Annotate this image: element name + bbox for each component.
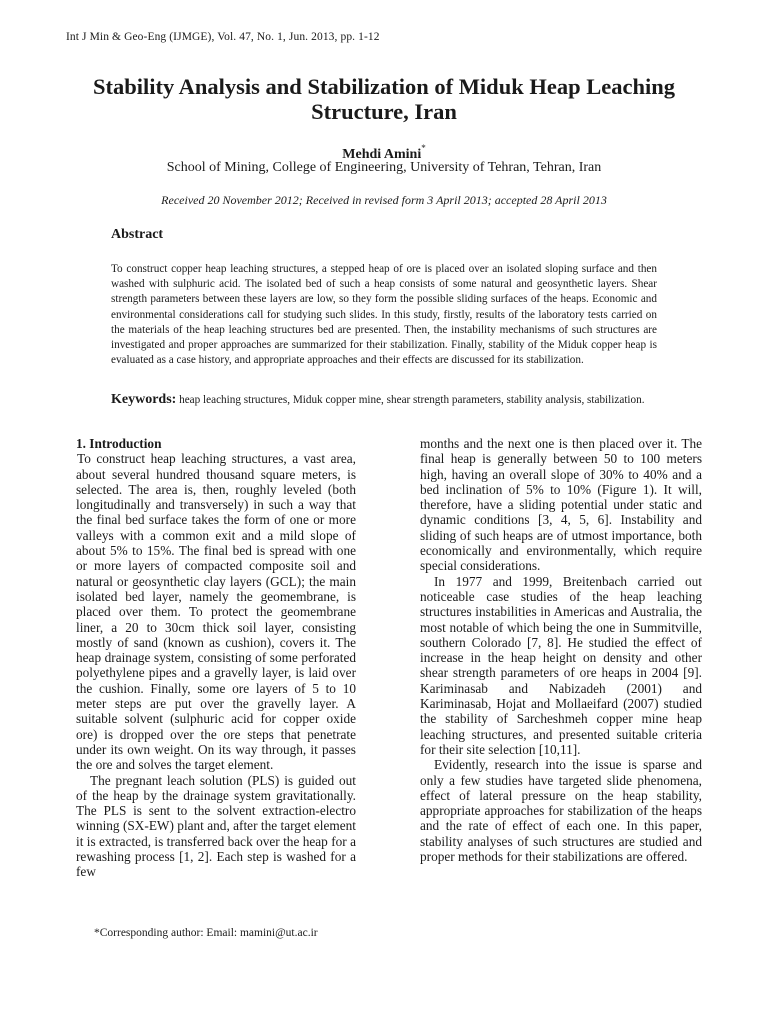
right-column: [420, 436, 702, 864]
intro-paragraph: To construct heap leaching structures, a vast area, about several hundred thousand square meters, is selected. The area is, then, roughly leveled (both longitudinally and transversely) in such a way that the final bed surface takes the form of one or more valleys with a common exit and a mild slope of about 5% to 15%. The final bed is spread with one or more layers of compacted composite soil and natural or geosynthetic clay layers (GCL); the main isolated bed layer, namely the geomembrane, is placed over them. To protect the geomembrane liner, a 20 to 30cm thick soil layer, consisting mostly of sand (known as cushion), covers it. The heap drainage system, consisting of some perforated polyethylene pipes and a gravelly layer, is laid over the cushion. Finally, some ore layers of 5 to 10 meter steps are put over the gravelly layer. A suitable solvent (sulphuric acid for copper oxide ore) is dropped over the ore steps that penetrate under its own weight. On its way through, it passes the ore and solves the target element.: [76, 451, 356, 773]
received-dates: Received 20 November 2012; Received in revised form 3 April 2013; accepted 28 April 2013: [161, 193, 607, 207]
abstract-heading: Abstract: [111, 227, 164, 242]
author-name: Mehdi Amini: [342, 147, 422, 162]
abstract-text: To construct copper heap leaching structures, a stepped heap of ore is placed over an isolated sloping surface and then washed with sulphuric acid. The isolated bed of such a heap consists of some natural and geosynthetic layers. Shear strength parameters between these layers are low, so they form the possible sliding surfaces of the heaps. Economic and environmental considerations call for studying such slides. In this study, firstly, results of the laboratory tests carried on the materials of the heap leaching structures bed are presented. Then, the instability mechanisms of such structures are investigated and proper approaches are summarized for their stabilization. Finally, stability of the Miduk copper heap is evaluated as a case history, and appropriate approaches and their effects are discussed for its stabilization.: [111, 263, 657, 367]
author-affiliation: School of Mining, College of Engineering, University of Tehran, Tehran, Iran: [166, 160, 602, 175]
paper-title: Stability Analysis and Stabilization of Miduk Heap Leaching Structure, Iran: [92, 74, 675, 124]
left-column: [76, 436, 356, 880]
keywords-text: heap leaching structures, Miduk copper mine, shear strength parameters, stability analysis, stabilization.: [179, 394, 645, 406]
running-head: Int J Min & Geo-Eng (IJMGE), Vol. 47, No. 1, Jun. 2013, pp. 1-12: [66, 31, 380, 43]
corresponding-author-mark: *: [421, 143, 426, 153]
section-heading-introduction: 1. Introduction: [76, 436, 162, 451]
keywords: [111, 392, 657, 408]
intro-paragraph: In 1977 and 1999, Breitenbach carried out noticeable case studies of the heap leaching structures instabilities in Americas and Australia, the most notable of which being the one in Summitville, southern Colorado [7, 8]. He studied the effect of increase in the heap height on density and other shear strength parameters of ore heaps in 2004 [9]. Kariminasab and Nabizadeh (2001) and Kariminasab, Hojat and Mollaeifard (2007) studied the stability of Sarcheshmeh copper mine heap leaching structures, and presented suitable criteria for their site selection [10,11].: [420, 573, 702, 757]
intro-paragraph: The pregnant leach solution (PLS) is guided out of the heap by the drainage system gravitationally. The PLS is sent to the solvent extraction-electro winning (SX-EW) plant and, after the target element it is extracted, is transferred back over the heap for a rewashing process [1, 2]. Each step is washed for a few: [76, 772, 356, 880]
intro-paragraph: Evidently, research into the issue is sparse and only a few studies have targeted slide phenomena, effect of lateral pressure on the heap stability, appropriate approaches for stabilization of the heaps and the rate of effect of each one. In this paper, stability analyses of such structures are studied and proper methods for their stabilizations are offered.: [420, 757, 702, 865]
corresponding-author-footnote: *Corresponding author: Email: mamini@ut.ac.ir: [94, 927, 318, 939]
keywords-label: Keywords:: [111, 392, 177, 407]
intro-paragraph: months and the next one is then placed over it. The final heap is generally between 50 to 100 meters high, having an overall slope of 30% to 40% and a bed inclination of 5% to 10% (Figure 1). It will, therefore, have a sliding potential under static and dynamic conditions [3, 4, 5, 6]. Instability and sliding of such heaps are of utmost importance, both economically and environmentally, which require special considerations.: [420, 436, 702, 574]
